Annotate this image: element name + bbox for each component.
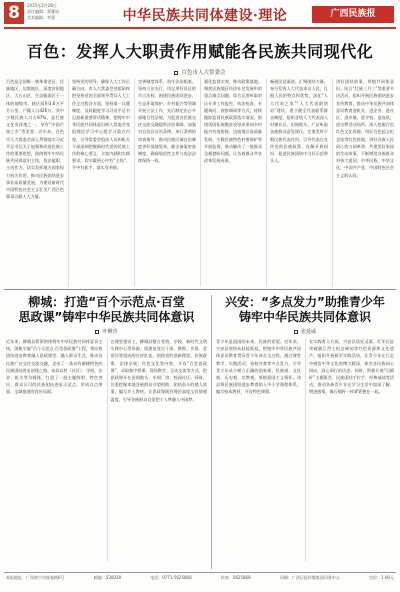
- byline-square-icon: [294, 330, 298, 334]
- right-article-title: [216, 295, 394, 325]
- article-column: 在实践育人方面，兴安县依托灵渠、红军长征突破湘江烈士纪念碑园等红色资源和文化遗产，组织开展研学实践活动，让青少年在行走中感悟中华文化的博大精深，体会各民族同心同向、同心同行的历史。同时，积极开展“石榴籽”主题班会、民族团结手拉手、经典诵读等活动，推动各族青少年在学习生活中加深了解、增进感情，像石榴籽一样紧紧抱在一起。: [305, 338, 394, 562]
- article-column: 讲好团结故事，厚植共同体意识。结合“壮族三月三”等重要节庆活动，组织开展民族团结进步宣传教育，推动中华民族共同体意识教育进机关、进企业、进社区、进乡镇、进学校、进连队、进宗教活动场所。深入挖掘百色红色文化资源，用好百色起义纪念馆等红色阵地，讲好各族人民同心协力闹革命、共建美好家园的生动故事，不断增进各族群众对伟大祖国、中华民族、中华文化、中国共产党、中国特色社会主义的认同。: [332, 78, 394, 286]
- footer-item: 本报地址：广西南宁市桂春路6号: [6, 575, 65, 580]
- footer-item: 邮编：530028: [93, 575, 122, 580]
- issue-meta: [27, 3, 59, 21]
- title-line: 思政课”铸牢中华民族共同体意识: [18, 310, 195, 324]
- byline-square-icon: [95, 330, 99, 334]
- article-column: 青少年是祖国的未来、民族的希望。近年来，兴安县坚持从娃娃抓起，把铸牢中华民族共同体意识教育贯穿青少年成长全过程，通过课堂教学、实践活动、家校共育等多点发力，引导青少年从小树立正确的国家观、民族观、文化观、历史观、宗教观，厚植爱国主义情怀。该县将民族团结进步教育纳入中小学课程体系，编写校本教材，开设特色课程。: [216, 339, 301, 395]
- left-article: [6, 295, 212, 569]
- page-number: 8: [4, 2, 24, 24]
- page-header: [0, 0, 400, 32]
- byline-text: 百色市人大常委会: [181, 70, 226, 76]
- title-line: 铸牢中华民族共同体意识: [238, 310, 371, 324]
- main-article-byline: [0, 68, 400, 76]
- right-article: [216, 295, 394, 569]
- article-column: 畅通民意渠道，汇聚团结力量。充分发挥人大代表来自人民、扎根人民的特点和优势，深化“人大代表之家”“人大代表联络站”建设，建立健全代表联系群众制度，组织各级人大代表深入村寨社区、田间地头，广泛听取各族群众意见建议。注重发挥少数民族代表作用，引导代表在宣传党的民族政策、化解矛盾纠纷、促进民族团结中当好示范带头人。: [266, 78, 328, 286]
- main-article-body: [6, 78, 394, 286]
- section-divider: [4, 289, 396, 290]
- footer-item: 定价：1.00元: [369, 575, 394, 580]
- article-column: 完善制度体系，筑牢法治根基。坚持立法先行，用足用好设区的市立法权，围绕民族团结进步、生态环境保护、乡村振兴等领域开展立法工作，先后制定出台多部地方性法规，为促进各民族交往交流交融提供法治保障。加强对自治县自治条例、单行条例的审查指导，推动民族区域自治制度更好落地见效。健全备案审查制度，确保规范性文件与宪法法律保持一致。: [134, 78, 196, 286]
- newspaper-brand: 广西民族报: [312, 6, 394, 23]
- main-article-title: 百色：发挥人大职责作用赋能各民族共同现代化: [26, 42, 374, 61]
- header-rule: [4, 27, 396, 29]
- issue-date: 2025年2月28日: [27, 3, 57, 8]
- article-column: 强化监督实效，推动政策落地。聚焦民族地区经济社会发展中的重点难点问题，综合运用听取审议专项工作报告、执法检查、专题询问、视察调研等方式，持续跟踪监督民族政策落实情况。围绕巩固拓展脱贫攻坚成果同乡村振兴有效衔接、边境地区高质量发展、少数民族特色村寨保护等开展监督，推动解决了一批群众急难愁盼问题，让各族群众共享改革发展成果。: [200, 78, 262, 286]
- right-article-byline: [216, 328, 394, 335]
- byline-text: 叶柳青: [102, 329, 118, 335]
- section-title: 中华民族共同体建设·理论: [122, 8, 288, 24]
- page-footer: [6, 575, 394, 581]
- title-line: 柳城：打造“百个示范点·百堂: [28, 295, 185, 309]
- editor: 责任编辑：覃雅姣: [27, 9, 59, 14]
- right-article-body: [216, 338, 394, 562]
- footer-item: 印刷：广西日报传媒集团印务中心: [279, 575, 340, 580]
- title-line: 兴安：“多点发力”助推青少年: [225, 295, 385, 309]
- left-article-title: [6, 295, 207, 325]
- article-column: 坚持党的领导，确保人大工作正确方向。市人大常委会党组始终把坚持党的全面领导贯穿人大工作全过程各方面，坚持第一议题制度，及时跟进学习习近平总书记最新重要讲话精神，把铸牢中华民族共同体意识纳入常委会党组理论学习中心组学习重点内容，引导常委会组成人员和机关干部深刻把握新时代党的民族工作的核心要义、丰富内涵和实践要求，切实做到心中有“主线”、手中有抓手、落实有举措。: [68, 78, 130, 286]
- footer-item: 电话：0771-5625868: [150, 575, 192, 580]
- article-column: 百色是全国唯一集革命老区、民族地区、边境地区、深度贫困地区、大石山区、生态脆弱区于一体的地级市，辖区面积3.6万平方公里，户籍人口426万，其中少数民族人口占87%，是壮族文化发祥地之一，享有“中国芒果之乡”等美誉。近年来，百色市人大常委会深入贯彻落实习近平总书记关于加强和改进民族工作的重要思想，围绕铸牢中华民族共同体意识主线，依法履职、主动作为，切实发挥地方国家权力机关作用，推动民族团结进步事业高质量发展，为建设新时代中国特色社会主义壮美广西百色篇章贡献人大力量。: [6, 79, 64, 200]
- article-column: 近年来，柳城县紧紧围绕铸牢中华民族共同体意识主线，创新实施“百个示范点·百堂思政课”工程，将民族团结进步教育融入思政课堂、融入群众生活，推动各民族广泛交往交流交融，走出了一条具有柳城特色的民族团结进步创建之路。该县以村（社区）、学校、企业、机关等为载体，打造了一批主题鲜明、特色突出、群众认可的民族团结进步示范点，形成以点带面、全域推进的良好局面。: [6, 339, 103, 395]
- footer-item: 传真：5625868: [220, 575, 251, 580]
- article-column: 在课堂建设上，柳城县整合党校、学校、新时代文明实践中心等资源，组建由党员干部、教师、乡贤、老党员等组成的宣讲队伍，围绕党的创新理论、民族政策、法律法规、红色文化等内容，开设“百堂思政课”，采取集中授课、现场教学、互动交流等方式，把思政课开在田间地头、车间厂房、校园社区。同时，注重挖掘本地各族群众守望相助、团结奋斗的感人故事，编写乡土教材，让思政课既有理论高度又有情感温度，引导各族群众自觉把个人梦融入中国梦。: [107, 338, 208, 562]
- left-article-byline: [6, 328, 207, 335]
- art-editor: 美术编辑：李强: [27, 15, 55, 20]
- footer-rule: [4, 572, 396, 573]
- byline-square-icon: [174, 71, 178, 75]
- byline-text: 张延威: [300, 329, 316, 335]
- left-article-body: [6, 338, 207, 562]
